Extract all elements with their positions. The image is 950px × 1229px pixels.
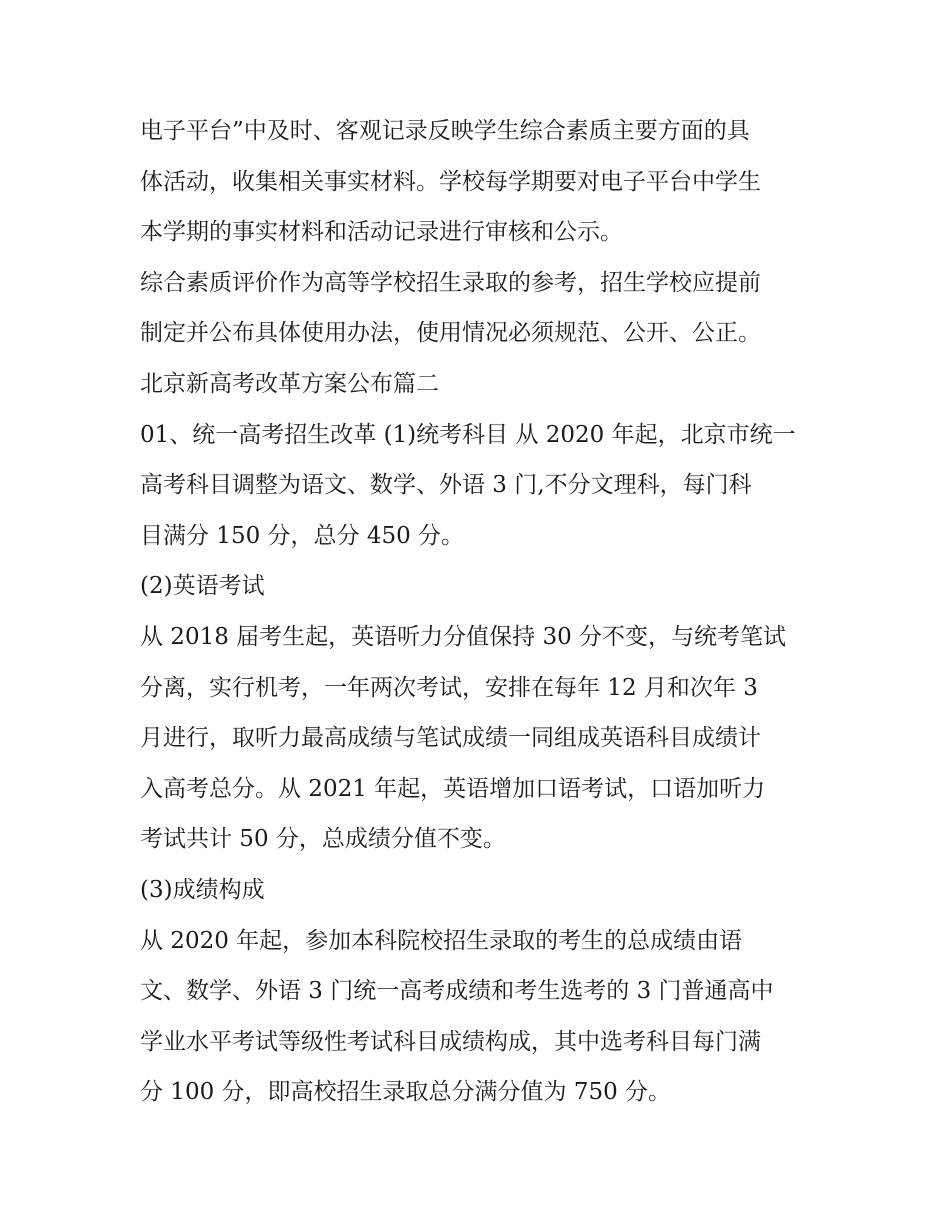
text-line: 学业水平考试等级性考试科目成绩构成，其中选考科目每门满 (140, 1028, 761, 1055)
text-line: 综合素质评价作为高等学校招生录取的参考，招生学校应提前 (140, 269, 761, 296)
text-line: 目满分 150 分，总分 450 分。 (140, 522, 465, 549)
document-body (140, 106, 820, 1118)
text-line: 入高考总分。从 2021 年起，英语增加口语考试，口语加听力 (140, 775, 766, 802)
text-line: 分离，实行机考，一年两次考试，安排在每年 12 月和次年 3 (140, 674, 758, 701)
text-line: 分 100 分，即高校招生录取总分满分值为 750 分。 (140, 1079, 672, 1106)
text-line: 制定并公布具体使用办法，使用情况必须规范、公开、公正。 (140, 320, 761, 347)
text-line: 本学期的事实材料和活动记录进行审核和公示。 (140, 219, 623, 246)
text-line: 从 2020 年起，参加本科院校招生录取的考生的总成绩由语 (140, 927, 743, 954)
text-line: 电子平台”中及时、客观记录反映学生综合素质主要方面的具 (140, 118, 750, 144)
text-line: 月进行，取听力最高成绩与笔试成绩一同组成英语科目成绩计 (140, 725, 761, 752)
text-line: 文、数学、外语 3 门统一高考成绩和考生选考的 3 门普通高中 (140, 978, 774, 1005)
subsection-heading: (2)英语考试 (140, 573, 265, 600)
text-line: 从 2018 届考生起，英语听力分值保持 30 分不变，与统考笔试 (140, 623, 787, 650)
text-line: 体活动，收集相关事实材料。学校每学期要对电子平台中学生 (140, 168, 761, 195)
text-line: 高考科目调整为语文、数学、外语 3 门,不分文理科，每门科 (140, 472, 752, 499)
section-heading: 北京新高考改革方案公布篇二 (140, 370, 439, 397)
subsection-heading: (3)成绩构成 (140, 876, 265, 903)
text-line: 01、统一高考招生改革 (1)统考科目 从 2020 年起，北京市统一 (140, 421, 796, 448)
text-line: 考试共计 50 分，总成绩分值不变。 (140, 826, 506, 853)
